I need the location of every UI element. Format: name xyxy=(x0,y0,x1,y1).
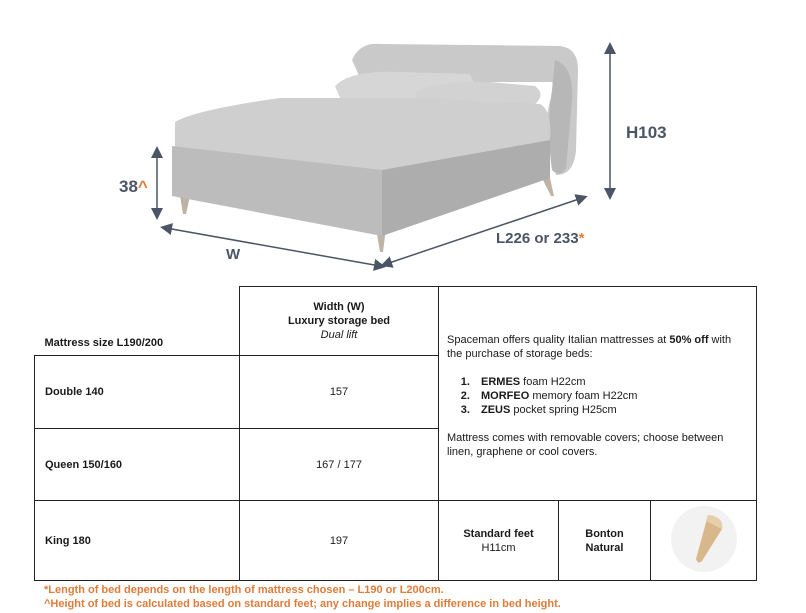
height-footnote: ^Height of bed is calculated based on standard feet; any change implies a difference in bed height. xyxy=(44,598,561,610)
list-item: 2. MORFEO memory foam H22cm xyxy=(473,389,748,403)
size-cell: King 180 xyxy=(35,501,240,581)
standard-feet-height: H11cm xyxy=(481,541,516,554)
header-width xyxy=(240,287,439,356)
bed-illustration xyxy=(0,0,806,285)
mattress-list xyxy=(447,375,748,417)
header-width-title: Width (W) xyxy=(313,301,365,313)
bed-dimension-diagram xyxy=(0,0,806,285)
header-width-subtitle: Luxury storage bed xyxy=(287,315,391,327)
table-header-row xyxy=(35,287,757,356)
header-mattress-size: Mattress size L190/200 xyxy=(44,337,164,349)
width-cell: 197 xyxy=(240,501,439,581)
offer-intro: Spaceman offers quality Italian mattresses at 50% off with the purchase of storage beds: xyxy=(447,334,732,360)
width-label: W xyxy=(226,246,241,263)
table-row xyxy=(35,501,757,581)
wooden-leg-icon xyxy=(668,503,740,575)
size-cell: Queen 150/160 xyxy=(35,429,240,501)
width-dimension-line xyxy=(166,228,380,266)
height-label: H103 xyxy=(626,123,667,142)
feet-model-cell xyxy=(559,501,651,581)
header-width-lift: Dual lift xyxy=(320,329,358,341)
feet-model-name: Bonton xyxy=(585,527,624,540)
list-item: 1. ERMES foam H22cm xyxy=(473,375,748,389)
length-footnote: *Length of bed depends on the length of mattress chosen – L190 or L200cm. xyxy=(44,584,444,596)
side-height-label: 38^ xyxy=(119,177,148,196)
size-cell: Double 140 xyxy=(35,356,240,429)
bed-leg xyxy=(542,178,554,196)
length-label: L226 or 233* xyxy=(496,230,585,247)
feet-image-cell xyxy=(651,501,757,581)
standard-feet-label: Standard feet xyxy=(463,527,534,540)
footnotes xyxy=(44,583,561,611)
list-item: 3. ZEUS pocket spring H25cm xyxy=(473,403,748,417)
mattress-offer-info xyxy=(439,287,757,501)
feet-model-finish: Natural xyxy=(585,541,624,554)
spec-table xyxy=(34,286,757,581)
width-cell: 157 xyxy=(240,356,439,429)
standard-feet-cell xyxy=(439,501,559,581)
width-cell: 167 / 177 xyxy=(240,429,439,501)
covers-note: Mattress comes with removable covers; choose between linen, graphene or cool covers. xyxy=(447,432,724,458)
